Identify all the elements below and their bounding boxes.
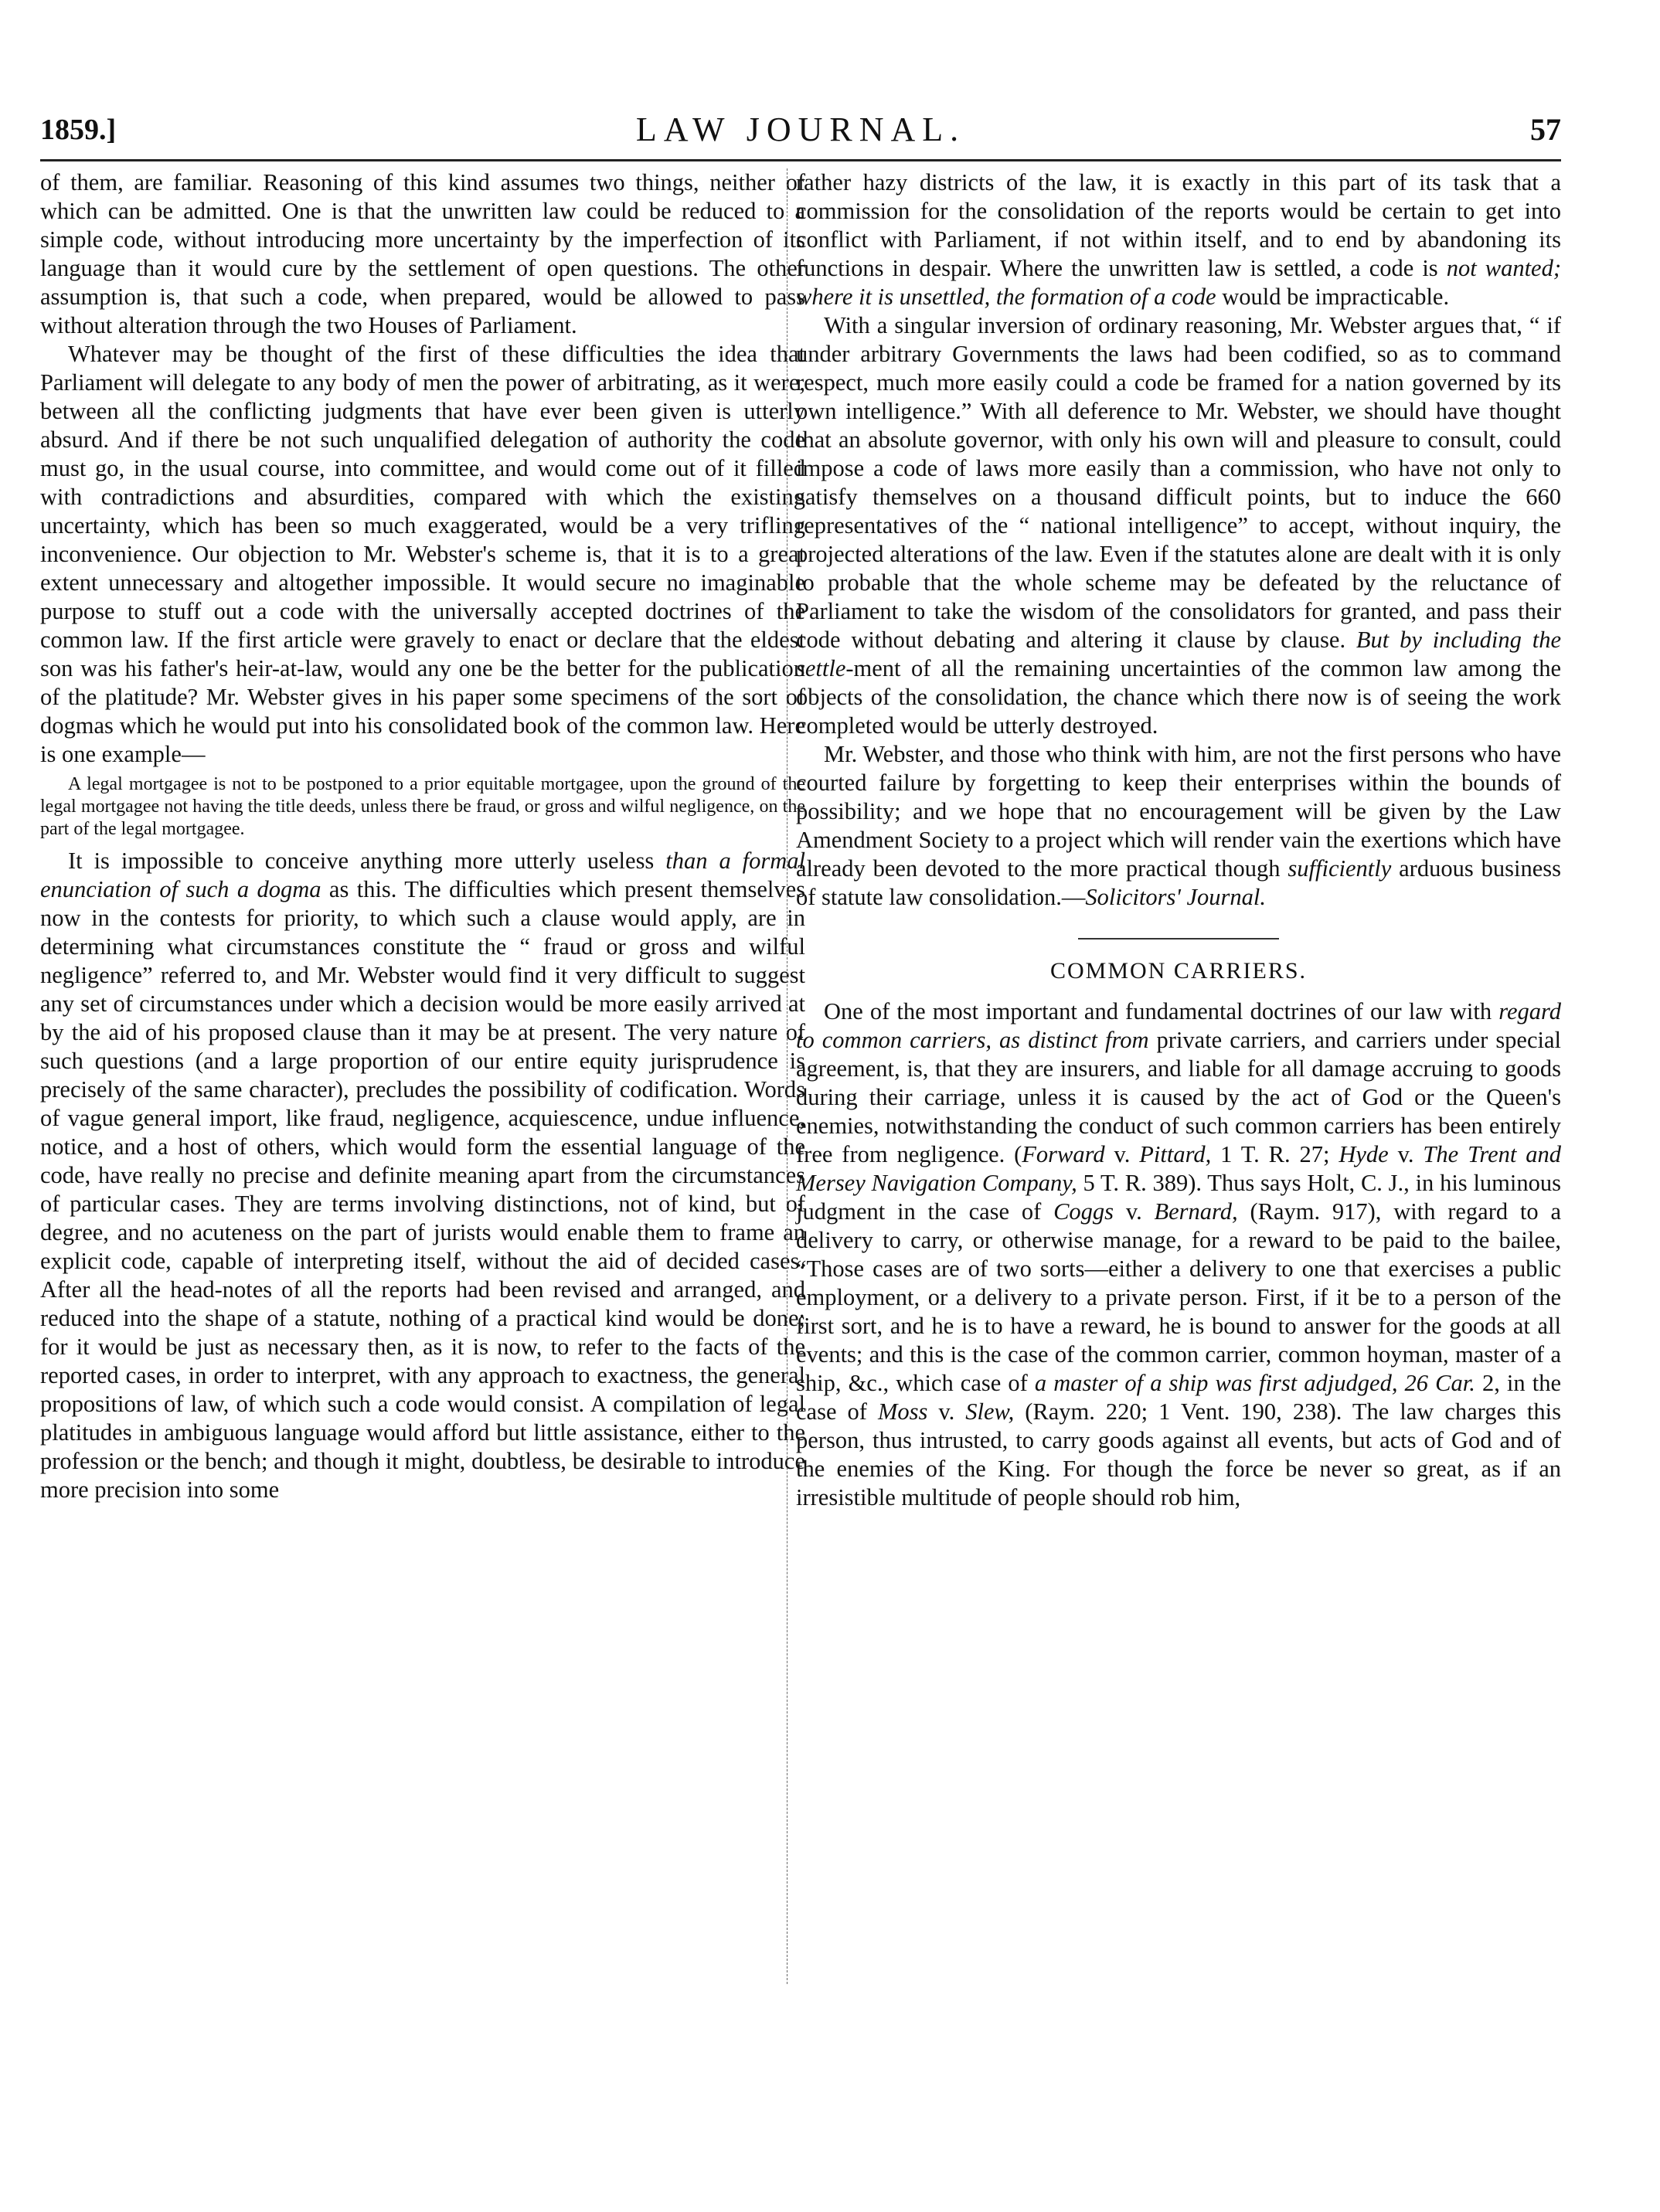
text-run: private carriers, and carriers under special agreement, is, that they are insurers, and liable for all damage accruing to goods during their carriage, unless it is caused by the act of God or the Queen's enemies, notwithstanding the conduct of such common carriers has been entirely free from negligence. ( — [796, 1027, 1561, 1167]
italic-run: a master of a ship was first adjudged, 26 Car. — [1034, 1370, 1475, 1396]
paragraph: Whatever may be thought of the first of these difficulties the idea that Parliament will delegate to any body of men the power of arbitrating, as it were, between all the conflicting judgments that have ever been given is utterly absurd. And if there be not such unqualified delegation of authority the code must go, in the usual course, into committee, and would come out of it filled with contradictions and absurdities, compared with which the existing uncertainty, which has been so much exaggerated, would be a very trifling inconvenience. Our objection to Mr. Webster's scheme is, that it is to a great extent unnecessary and altogether impossible. It would secure no imaginable purpose to stuff out a code with the universally accepted doctrines of the common law. If the first article were gravely to enact or declare that the eldest son was his father's heir-at-law, would any one be the better for the publication of the platitude? Mr. Webster gives in his paper some specimens of the sort of dogmas which he would put into his consolidated book of the common law. Here is one example— — [40, 341, 805, 767]
italic-run: But by including the settle- — [796, 627, 1561, 681]
text-run: It is impossible to conceive anything more utterly useless — [68, 848, 666, 874]
case-name: Slew, — [965, 1398, 1015, 1425]
paragraph: of them, are familiar. Reasoning of this kind assumes two things, neither of which can be admitted. One is that the unwritten law could be reduced to a simple code, without introducing more uncertainty by the imperfection of its language than it would cure by the settlement of open questions. The other assumption is, that such a code, when prepared, would be allowed to pass without alteration through the two Houses of Parliament. — [40, 169, 805, 338]
text-run: (Raym. 220; 1 Vent. 190, 238). The law charges this person, thus intrusted, to carry goods against all events, but acts of God and of the enemies of the King. For though the force be never so great, as if an irresistible multitude of people should rob him, — [796, 1398, 1561, 1510]
page-number: 57 — [1530, 112, 1561, 147]
text-run: v. — [927, 1398, 966, 1425]
text-run: v. — [1388, 1141, 1424, 1167]
text-run: as this. The difficulties which present themselves now in the contests for priority, to which such a clause would apply, are in determining what circumstances constitute the “ fraud or gross and wilful negligence” referred to, and Mr. Webster would find it very difficult to suggest any set of circumstances under which a decision would be more easily arrived at by the aid of his proposed clause than it may be at present. The very nature of such questions (and a large proportion of our entire equity jurisprudence is precisely of the same character), precludes the possibility of codification. Words of vague general import, like fraud, negligence, acquiescence, undue influence, notice, and a host of others, which would form the essential language of the code, have really no precise and definite meaning apart from the circumstances of particular cases. They are terms involving distinctions, not of kind, but of degree, and no acuteness on the part of jurists would enable them to frame an explicit code, capable of interpreting itself, without the aid of decided cases. After all the head-notes of all the reports had been revised and arranged, and reduced into the shape of a statute, nothing of a practical kind would be done; for it would be just as necessary then, as it is now, to refer to the facts of the reported cases, in order to interpret, with any approach to exactness, the general propositions of law, of which such a code would consist. A compilation of legal platitudes in ambiguous language would afford but little assistance, either to the profession or the bench; and though it might, doubtless, be desirable to introduce more precision into some — [40, 876, 805, 1503]
paragraph — [796, 740, 1561, 912]
journal-title: LAW JOURNAL. — [635, 110, 966, 148]
right-column — [796, 168, 1561, 1512]
case-name: Coggs — [1053, 1198, 1114, 1225]
source-citation: Solicitors' Journal. — [1085, 884, 1266, 910]
text-run: With a singular inversion of ordinary reasoning, Mr. Webster argues that, “ if under arbitrary Governments the laws had been codified, so as to command respect, much more easily could a code be framed for a nation governed by its own intelligence.” With all deference to Mr. Webster, we should have thought that an absolute governor, with only his own will and pleasure to consult, could impose a code of laws more easily than a commission, who have not only to satisfy themselves on a thousand difficult points, but to induce the 660 representatives of the “ national intelligence” to accept, without inquiry, the projected alterations of the law. Even if the statutes alone are dealt with it is only to probable that the whole scheme may be defeated by the reluctance of Parliament to take the wisdom of the consolidators for granted, and pass their code without debating and altering it clause by clause. — [796, 312, 1561, 653]
case-name: Forward — [1022, 1141, 1105, 1167]
italic-run: not wanted; where it is unsettled, the formation of a code — [796, 255, 1561, 310]
paragraph — [40, 847, 805, 1504]
text-run: Mr. Webster, and those who think with him, are not the first persons who have courted failure by forgetting to keep their enterprises within the bounds of possibility; and we hope that no encouragement will be given by the Law Amendment Society to a project which will render vain the exertions which have already been devoted to the more practical though — [796, 741, 1561, 882]
text-run: 5 T. R. 389). Thus says Holt, C. J., in his luminous judgment in the case of — [796, 1170, 1561, 1225]
header-rule — [40, 159, 1561, 161]
paragraph — [796, 168, 1561, 311]
case-name: Hyde — [1339, 1141, 1389, 1167]
paragraph — [796, 997, 1561, 1512]
case-name: The Trent and Mersey Navigation Company, — [796, 1141, 1561, 1196]
italic-run: sufficiently — [1288, 855, 1392, 882]
text-run: (Raym. 917), with regard to a delivery to carry, or otherwise manage, for a reward to be paid to the bailee, “Those cases are of two sorts—either a delivery to one that exercises a public employment, or a delivery to a private person. First, if it be to a person of the first sort, and he is to have a reward, he is bound to answer for the goods at all events; and this is the case of the common carrier, common hoyman, master of a ship, &c., which case of — [796, 1198, 1561, 1396]
text-run: rather hazy districts of the law, it is exactly in this part of its task that a commission for the consolidation of the reports would be certain to get into conflict with Parliament, if not within itself, and to end by abandoning its functions in despair. Where the unwritten law is settled, a code is — [796, 169, 1561, 281]
running-header — [40, 108, 1561, 155]
paragraph — [796, 311, 1561, 740]
text-run: v. — [1104, 1141, 1140, 1167]
case-name: Bernard, — [1154, 1198, 1238, 1225]
case-name: Moss — [877, 1398, 928, 1425]
quote-text: A legal mortgagee is not to be postponed to a prior equitable mortgagee, upon the ground of the legal mortgagee not having the title deeds, unless there be fraud, or gross and wilful negligence, on the part of the legal mortgagee. — [40, 774, 805, 839]
left-column — [40, 168, 805, 1504]
text-run: would be impracticable. — [1216, 284, 1450, 310]
text-run: v. — [1114, 1198, 1155, 1225]
section-rule — [1078, 938, 1279, 940]
italic-run: regard to common carriers, as distinct from — [796, 998, 1561, 1053]
text-run: ment of all the remaining uncertainties of the common law among the objects of the consolidation, the chance which there now is of seeing the work completed would be utterly destroyed. — [796, 655, 1561, 739]
text-run: arduous business of statute law consolidation.— — [796, 855, 1561, 910]
text-run: 1 T. R. 27; — [1211, 1141, 1339, 1167]
section-heading: COMMON CARRIERS. — [1049, 958, 1308, 984]
header-year: 1859.] — [40, 114, 117, 146]
text-run: 2, in the case of — [796, 1370, 1561, 1425]
text-run: One of the most important and fundamental doctrines of our law with — [824, 998, 1499, 1024]
block-quote — [40, 773, 805, 841]
italic-run: than a formal enunciation of such a dogma — [40, 848, 805, 902]
case-name: Pittard, — [1139, 1141, 1212, 1167]
